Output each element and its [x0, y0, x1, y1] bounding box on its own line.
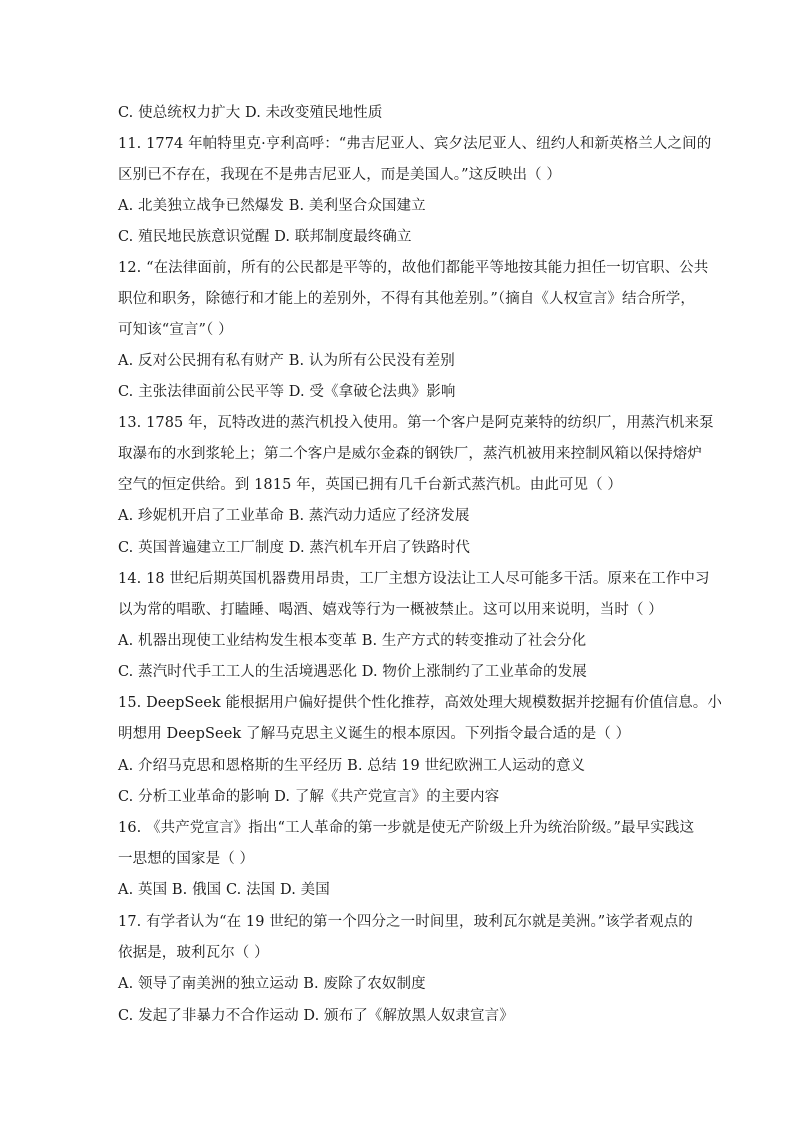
q13-options-cd: C. 英国普遍建立工厂制度 D. 蒸汽机车开启了铁路时代	[118, 540, 471, 556]
q15-options-ab: A. 介绍马克思和恩格斯的生平经历 B. 总结 19 世纪欧洲工人运动的意义	[118, 758, 586, 774]
q17-options-cd: C. 发起了非暴力不合作运动 D. 颁布了《解放黑人奴隶宣言》	[118, 1008, 514, 1024]
q17-stem-line2: 依据是，玻利瓦尔（ ）	[118, 945, 269, 961]
q12-stem-line1: 12. “在法律面前，所有的公民都是平等的，故他们都能平等地按其能力担任一切官职、公共	[118, 260, 709, 276]
q12-stem-line3: 可知该“宣言”（ ）	[118, 322, 233, 338]
q13-stem-line3: 空气的恒定供给。到 1815 年，英国已拥有几千台新式蒸汽机。由此可见（ ）	[118, 477, 623, 493]
q14-options-cd: C. 蒸汽时代手工工人的生活境遇恶化 D. 物价上涨制约了工业革命的发展	[118, 664, 587, 680]
q10-options-cd: C. 使总统权力扩大 D. 未改变殖民地性质	[118, 105, 383, 121]
q14-options-ab: A. 机器出现使工业结构发生根本变革 B. 生产方式的转变推动了社会分化	[118, 633, 587, 649]
q11-stem-line1: 11. 1774 年帕特里克·亨利高呼：“弗吉尼亚人、宾夕法尼亚人、纽约人和新英格兰人之间的	[118, 136, 712, 152]
q12-options-ab: A. 反对公民拥有私有财产 B. 认为所有公民没有差别	[118, 353, 455, 369]
q11-options-cd: C. 殖民地民族意识觉醒 D. 联邦制度最终确立	[118, 229, 412, 245]
q15-stem-line2: 明想用 DeepSeek 了解马克思主义诞生的根本原因。下列指令最合适的是（ ）	[118, 726, 631, 742]
q12-stem-line2: 职位和职务，除德行和才能上的差别外，不得有其他差别。”（摘自《人权宣言》结合所学，	[118, 291, 696, 307]
q11-stem-line2: 区别已不存在，我现在不是弗吉尼亚人，而是美国人。”这反映出（ ）	[118, 167, 561, 183]
q11-options-ab: A. 北美独立战争已然爆发 B. 美利坚合众国建立	[118, 198, 426, 214]
q17-options-ab: A. 领导了南美洲的独立运动 B. 废除了农奴制度	[118, 976, 426, 992]
q13-stem-line1: 13. 1785 年，瓦特改进的蒸汽机投入使用。第一个客户是阿克莱特的纺织厂，用蒸汽机来泵	[118, 415, 714, 431]
q15-options-cd: C. 分析工业革命的影响 D. 了解《共产党宣言》的主要内容	[118, 789, 500, 805]
q14-stem-line1: 14. 18 世纪后期英国机器费用昂贵，工厂主想方设法让工人尽可能多干活。原来在工作中习	[118, 571, 710, 587]
q13-options-ab: A. 珍妮机开启了工业革命 B. 蒸汽动力适应了经济发展	[118, 508, 470, 524]
q13-stem-line2: 取瀑布的水到浆轮上；第二个客户是威尔金森的钢铁厂，蒸汽机被用来控制风箱以保持熔炉	[118, 446, 702, 462]
q16-stem-line1: 16. 《共产党宣言》指出“工人革命的第一步就是使无产阶级上升为统治阶级。”最早实践这	[118, 820, 695, 836]
q15-stem-line1: 15. DeepSeek 能根据用户偏好提供个性化推荐，高效处理大规模数据并挖掘有价值信息。小	[118, 695, 722, 711]
q14-stem-line2: 以为常的唱歌、打瞌睡、喝酒、嬉戏等行为一概被禁止。这可以用来说明，当时（ ）	[118, 602, 663, 618]
q16-stem-line2: 一思想的国家是（ ）	[118, 851, 255, 867]
q16-options: A. 英国 B. 俄国 C. 法国 D. 美国	[118, 882, 330, 898]
q12-options-cd: C. 主张法律面前公民平等 D. 受《拿破仑法典》影响	[118, 384, 456, 400]
q17-stem-line1: 17. 有学者认为“在 19 世纪的第一个四分之一时间里，玻利瓦尔就是美洲。”该学者观点的	[118, 914, 693, 930]
